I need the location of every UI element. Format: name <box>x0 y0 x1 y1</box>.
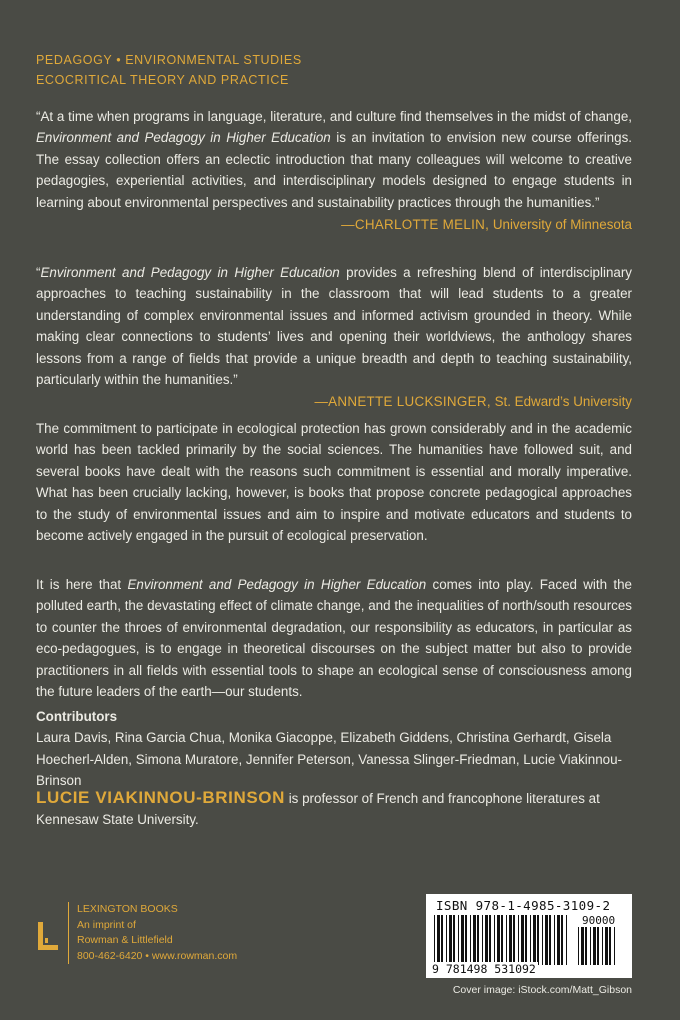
endorsement-2 <box>36 262 632 413</box>
price-addon-number: 90000 <box>582 914 616 927</box>
author-bio <box>36 787 632 831</box>
book-title: Environment and Pedagogy in Higher Education <box>127 577 427 592</box>
contributors-section <box>36 706 632 792</box>
ean-barcode-bars <box>434 915 569 965</box>
category-line-1: PEDAGOGY • ENVIRONMENTAL STUDIES <box>36 53 302 67</box>
endorsement-2-text: “Environment and Pedagogy in Higher Education provides a refreshing blend of interdisciplinary approaches to teaching sustainability in the classroom that will lead students to a greater understanding of complex environmental issues and informed activism grounded in theory. While making clear connections to students’ lives and opening their worldviews, the anthology shares lessons from a range of fields that provide a unique breadth and depth to teaching sustainability, particularly within the humanities.” <box>36 265 632 388</box>
endorsement-1-text: “At a time when programs in language, literature, and culture find themselves in the midst of change, Environment and Pedagogy in Higher Education is an invitation to envision new course offerings. The essay collection offers an eclectic introduction that many colleagues will welcome to creative pedagogies, experiential activities, and interdisciplinary models designed to engage students in learning about environmental perspectives and sustainability practices through the humanities.” <box>36 109 632 210</box>
publisher-imprint-line-1: An imprint of <box>77 918 136 931</box>
description-paragraph-1: The commitment to participate in ecological protection has grown considerably and in the academic world has been tackled primarily by the social sciences. The humanities have followed suit, and several books have dealt with the reasons such commitment is essential and morally imperative. What has been crucially lacking, however, is books that propose concrete pedagogical approaches to the study of environmental issues and aim to inspire and motivate educators and students to become actively engaged in the pursuit of ecological preservation. <box>36 421 632 544</box>
endorsement-1-attribution <box>36 214 632 235</box>
publisher-imprint-line-2: Rowman & Littlefield <box>77 934 173 946</box>
publisher-name: LEXINGTON BOOKS <box>77 903 178 915</box>
cover-image-credit: Cover image: iStock.com/Matt_Gibson <box>452 984 632 996</box>
author-bio-text: is professor of French and francophone literatures at Kennesaw State University. <box>36 791 600 828</box>
contributors-heading: Contributors <box>36 709 118 724</box>
category-line-2: ECOCRITICAL THEORY AND PRACTICE <box>36 73 289 87</box>
contributors-list: Laura Davis, Rina Garcia Chua, Monika Giacoppe, Elizabeth Giddens, Christina Gerhardt, Gisela Hoecherl-Alden, Simona Muratore, Jennifer Peterson, Vanessa Slinger-Friedman, Lucie Viakinnou-Brinson <box>36 730 623 789</box>
endorsement-2-attribution <box>36 391 632 412</box>
publisher-block <box>36 902 237 964</box>
endorser-affiliation: St. Edward’s University <box>490 394 632 410</box>
endorsement-1 <box>36 106 632 235</box>
publisher-info <box>68 902 237 964</box>
publisher-contact: 800-462-6420 • www.rowman.com <box>77 949 238 962</box>
endorser-affiliation: University of Minnesota <box>489 217 632 233</box>
lexington-logo-icon <box>36 920 62 954</box>
book-title: Environment and Pedagogy in Higher Education <box>36 130 331 146</box>
category-labels <box>36 50 302 90</box>
barcode-bar <box>567 915 569 965</box>
endorser-name: —ANNETTE LUCKSINGER, <box>314 394 491 410</box>
isbn-text: ISBN 978-1-4985-3109-2 <box>436 898 611 913</box>
endorser-name: —CHARLOTTE MELIN, <box>341 217 490 233</box>
barcode-bar <box>615 927 617 965</box>
isbn-barcode <box>426 894 632 978</box>
ean-number: 9 781498 531092 <box>432 962 536 976</box>
author-name: LUCIE VIAKINNOU-BRINSON <box>36 788 285 807</box>
description-paragraph-2: It is here that Environment and Pedagogy in Higher Education comes into play. Faced with the polluted earth, the devastating effect of climate change, and the inequalities of north/south resources to counter the throes of environmental degradation, our responsibility as educators, in particular as eco-pedagogues, is to engage in theoretical discourses on the subject matter but also to provide practitioners in all fields with essential tools to shape an ecological sense of consciousness among the future leaders of the earth—our students. <box>36 577 632 700</box>
book-title: Environment and Pedagogy in Higher Education <box>40 265 340 280</box>
addon-barcode-bars <box>578 927 617 965</box>
